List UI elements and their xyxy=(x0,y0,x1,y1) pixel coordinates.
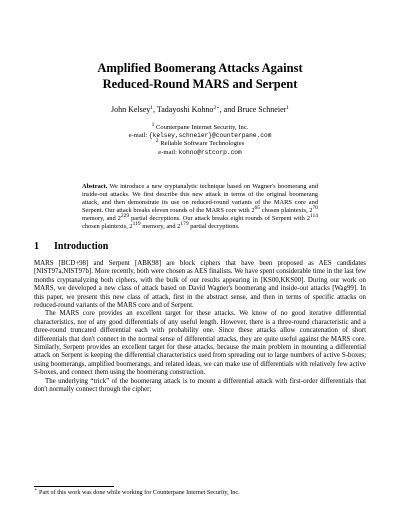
author-separator: , and xyxy=(219,105,238,114)
section-title: Introduction xyxy=(54,241,109,252)
author-kohno: Tadayoshi Kohno xyxy=(156,105,214,114)
affiliations xyxy=(60,124,340,157)
affiliation-1-mark: 1 xyxy=(151,122,155,128)
author-list xyxy=(40,105,360,115)
affiliation-1-email[interactable]: {kelsey,schneier}@counterpane.com xyxy=(148,132,272,140)
affiliation-2-name: Reliable Software Technologies xyxy=(160,140,245,148)
title-line-1: Amplified Boomerang Attacks Against xyxy=(97,61,303,75)
affiliation-2-mark: 2 xyxy=(155,138,159,145)
affiliation-1 xyxy=(60,124,340,132)
footnote-mark: ⋆ xyxy=(34,487,38,493)
affiliation-2-email[interactable]: kohno@rstcorp.com xyxy=(178,148,242,156)
body-text xyxy=(34,260,366,395)
abstract-label: Abstract. xyxy=(82,183,108,190)
author-kohno-mark: 2⋆ xyxy=(213,105,220,111)
affiliation-2 xyxy=(60,140,340,148)
author-kelsey: John Kelsey xyxy=(110,105,151,114)
footnote xyxy=(34,489,366,497)
affiliation-1-name: Counterpane Internet Security, Inc. xyxy=(156,124,249,131)
paragraph-2: The MARS core provides an excellent target for these attacks. We know of no good iterative differential characteristics, nor of any good differentials of any useful length. However, there is a three-round characteristic and a three-round truncated differential each with probability one. Since these attacks allow concatenation of short differentials that don't connect in the normal sense of differential attacks, they are quite useful against the MARS core. Similarly, Serpent provides an excellent target for these attacks, because the main problem in mounting a differential attack on Serpent is keeping the differential characteristics used from spreading out to large numbers of active S-boxes; using boomerangs, amplified boomerangs, and related ideas, we can make use of differentials with relatively few active S-boxes, and connect them using the boomerang construction. xyxy=(34,310,366,377)
paragraph-1: MARS [BCD+98] and Serpent [ABK98] are block ciphers that have been proposed as AES candidates [NIST97a,NIST97b]. More recently, both were chosen as AES finalists. We have spent considerable time in the last few months cryptanalyzing both ciphers, with the bulk of our results appearing in [KS00,KKS00]. During our work on MARS, we developed a new class of attack based on David Wagner's boomerang and inside-out attacks [Wag99]. In this paper, we present this new class of attack, first in the abstract sense, and then in terms of specific attacks on reduced-round variants of the MARS core and of Serpent. xyxy=(34,260,366,310)
title-line-2: Reduced-Round MARS and Serpent xyxy=(102,77,298,91)
footnote-rule xyxy=(34,486,114,487)
abstract-text: We introduce a new cryptanalytic technique based on Wagner's boomerang and inside-out attacks. We first describe this new attack in terms of the original boomerang attack, and then demonstrate its use on reduced-round variants of the MARS core and Serpent. Our attack breaks eleven rounds of the MARS core with $2^{65}$ chosen plaintexts, $2^{70}$ memory, and $2^{229}$ partial decryptions. Our attack breaks eight rounds of Serpent with $2^{114}$ chosen plaintexts, $2^{119}$ memory, and $2^{179}$ partial decryptions. xyxy=(82,183,319,231)
abstract xyxy=(82,183,318,232)
author-separator: , xyxy=(153,105,157,114)
affiliation-2-email-line xyxy=(60,149,340,157)
email-label: e-mail: xyxy=(158,148,179,156)
footnote-text: Part of this work was done while working for Counterpane Internet Security, Inc. xyxy=(39,489,240,496)
section-heading xyxy=(34,241,108,252)
author-schneier: Bruce Schneier xyxy=(237,105,287,114)
email-label: e-mail: xyxy=(128,132,149,140)
section-number: 1 xyxy=(34,241,39,252)
paper-title xyxy=(60,60,340,92)
author-kelsey-mark: 1 xyxy=(150,105,154,111)
author-schneier-mark: 1 xyxy=(286,105,290,111)
paragraph-3: The underlying “trick” of the boomerang attack is to mount a differential attack with first-order differentials that don't normally connect through the cipher; xyxy=(34,377,366,394)
